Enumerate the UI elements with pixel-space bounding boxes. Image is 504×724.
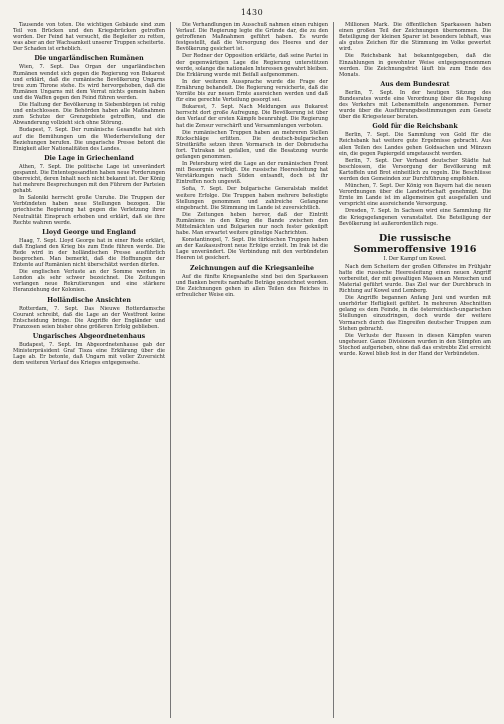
article-paragraph: Konstantinopel, 7. Sept. Die türkischen Truppen haben an der Kaukasusfront neue Erfolge erzielt. Im Irak ist die Lage unverändert. Die Verbindung mit den verbündeten Heeren ist gesichert.: [176, 237, 328, 262]
section-heading: Gold für die Reichsbank: [372, 123, 458, 131]
article-paragraph: Budapest, 7. Sept. Im Abgeordnetenhause gab der Ministerpräsident Graf Tisza eine Erklärung über die Lage ab. Er betonte, daß Ungarn mit voller Zuversicht dem weiteren Verlauf des Krieges entgegensehe.: [13, 341, 165, 367]
article-paragraph: Die rumänischen Truppen haben an mehreren Stellen Rückschläge erlitten. Die deutsch-bulgarischen Streitkräfte setzen ihren Vormarsch in der Dobrudscha fort. Tutrakan ist gefallen, und die Besatzung wurde gefangen genommen.: [176, 129, 328, 160]
article-paragraph: Der Redner der Opposition erklärte, daß seine Partei in der gegenwärtigen Lage die Regierung unterstützen werde, solange die nationalen Interessen gewahrt bleiben. Die Erklärung wurde mit Beifall aufgenommen.: [176, 53, 328, 78]
article-paragraph: Berlin, 7. Sept. Der Verband deutscher Städte hat beschlossen, die Versorgung der Bevölkerung mit Kartoffeln und Brot einheitlich zu regeln. Die Beschlüsse werden den Gemeinden zur Durchführung empfohlen.: [339, 157, 491, 182]
columns-container: [8, 22, 496, 718]
article-paragraph: Budapest, 7. Sept. Der rumänische Gesandte hat sich auf die Bemühungen um die Wiederherstellung der Beziehungen berufen. Die ungarische Presse betont die Einigkeit aller Nationalitäten des Landes.: [13, 127, 165, 152]
article-paragraph: In Saloniki herrscht große Unruhe. Die Truppen der Verbündeten haben neue Stellungen bezogen. Die griechische Regierung hat gegen die Verletzung ihrer Neutralität Einspruch erhoben und erklärt, daß sie ihre Rechte wahren werde.: [13, 195, 165, 226]
article-paragraph: Bukarest, 7. Sept. Nach Meldungen aus Bukarest herrscht dort große Aufregung. Die Bevölkerung ist über den Verlauf der ersten Kämpfe beunruhigt. Die Regierung hat die Zensur verschärft und Versammlungen verboten.: [176, 104, 328, 129]
column-3: [333, 22, 496, 718]
section-heading: Holländische Ansichten: [47, 296, 131, 304]
article-paragraph: Auf die fünfte Kriegsanleihe sind bei den Sparkassen und Banken bereits namhafte Beträge gezeichnet worden. Die Zeichnungen gehen in allen Teilen des Reiches in erfreulicher Weise ein.: [176, 273, 328, 298]
article-paragraph: Berlin, 7. Sept. In der heutigen Sitzung des Bundesrates wurde eine Verordnung über die Regelung des Verkehrs mit Lebensmitteln angenommen. Ferner wurde über die Ausführungsbestimmungen zum Gesetz über die Kriegssteuer beraten.: [339, 89, 491, 121]
section-heading: Die ungarländischen Rumänen: [34, 55, 144, 63]
article-paragraph: Die Reichsbank hat bekanntgegeben, daß die Einzahlungen in gewohnter Weise entgegengenommen werden. Die Zeichnungsfrist läuft bis zum Ende des Monats.: [339, 53, 491, 78]
article-paragraph: München, 7. Sept. Der König von Bayern hat die neuen Verordnungen über die Landwirtschaft genehmigt. Die Ernte im Lande ist im allgemeinen gut ausgefallen und verspricht eine ausreichende Versorgung.: [339, 183, 491, 208]
article-paragraph: Nach dem Scheitern der großen Offensive im Frühjahr hatte die russische Heeresleitung einen neuen Angriff vorbereitet, der mit gewaltigen Massen an Menschen und Material geführt wurde. Das Ziel war der Durchbruch in Richtung auf Kowel und Lemberg.: [339, 263, 491, 295]
article-paragraph: Die englischen Verluste an der Somme werden in London als sehr schwer bezeichnet. Die Zeitungen verlangen neue Rekrutierungen und eine stärkere Heranziehung der Kolonien.: [13, 269, 165, 294]
article-paragraph: Athen, 7. Sept. Die politische Lage ist unverändert gespannt. Die Ententegesandten haben neue Forderungen überreicht, deren Inhalt noch nicht bekannt ist. Der König hat mehrere Besprechungen mit den Führern der Parteien gehabt.: [13, 163, 165, 195]
article-paragraph: In Petersburg wird die Lage an der rumänischen Front mit Besorgnis verfolgt. Die russische Heeresleitung hat Verstärkungen nach Süden entsandt, doch ist ihr Eintreffen noch ungewiß.: [176, 161, 328, 186]
article-paragraph: Sofia, 7. Sept. Der bulgarische Generalstab meldet weitere Erfolge. Die Truppen haben mehrere befestigte Stellungen genommen und zahlreiche Gefangene eingebracht. Die Stimmung im Lande ist zuversichtlich.: [176, 186, 328, 211]
section-heading: Aus dem Bundesrat: [380, 80, 450, 88]
feature-heading: Die russische Sommeroffensive 1916: [353, 232, 477, 255]
article-paragraph: Millionen Mark. Die öffentlichen Sparkassen haben einen großen Teil der Zeichnungen übernommen. Die Beteiligung der kleinen Sparer ist besonders lebhaft, was als gutes Zeichen für die Stimmung im Volke gewertet wird.: [339, 22, 491, 53]
article-paragraph: Berlin, 7. Sept. Die Sammlung von Gold für die Reichsbank hat weitere gute Ergebnisse gebracht. Aus allen Teilen des Landes gehen Goldsachen und Münzen ein, die gegen Papiergeld umgetauscht werden.: [339, 132, 491, 157]
article-paragraph: Tausende von toten. Die wichtigen Gebäude sind zum Teil von Brücken und den Kriegsbrücken getroffen worden. Der Feind hat versucht, die Begleiter zu retten, was aber an der Wachsamkeit unserer Truppen scheiterte. Der Schaden ist erheblich.: [13, 22, 165, 53]
column-2: [170, 22, 333, 718]
column-1: [8, 22, 170, 718]
section-heading: Die Lage in Griechenland: [44, 154, 134, 162]
article-paragraph: Dresden, 7. Sept. In Sachsen wird eine Sammlung für die Kriegsgefangenen veranstaltet. Die Beteiligung der Bevölkerung ist außerordentlich rege.: [339, 208, 491, 227]
article-paragraph: In der weiteren Aussprache wurde die Frage der Ernährung behandelt. Die Regierung versicherte, daß die Vorräte bis zur neuen Ernte ausreichen werden und daß für eine gerechte Verteilung gesorgt sei.: [176, 78, 328, 104]
article-paragraph: Haag, 7. Sept. Lloyd George hat in einer Rede erklärt, daß England den Krieg bis zum Ende führen werde. Die Rede wird in der holländischen Presse ausführlich besprochen. Man bemerkt, daß die Hoffnungen der Entente auf Rumänien nicht überschätzt werden dürfen.: [13, 237, 165, 269]
section-heading: Ungarisches Abgeordnetenhaus: [32, 332, 146, 340]
article-paragraph: Wien, 7. Sept. Das Organ der ungarländischen Rumänen wendet sich gegen die Regierung von Bukarest und erklärt, daß die rumänische Bevölkerung Ungarns treu zum Throne stehe. Es wird hervorgehoben, daß die Rumänen Ungarns mit dem Verrat nichts gemein haben und die Waffen gegen den Feind führen werden.: [13, 64, 165, 101]
article-paragraph: Die Verluste der Russen in diesen Kämpfen waren ungeheuer. Ganze Divisionen wurden in den Sümpfen am Stochod aufgerieben, ohne daß das erstrebte Ziel erreicht wurde. Kowel blieb fest in der Hand der Verbündeten.: [339, 332, 491, 358]
section-heading: Lloyd George und England: [42, 228, 136, 236]
feature-subheading: I. Der Kampf um Kowel.: [383, 255, 447, 262]
article-paragraph: Die Verhandlungen im Ausschuß nahmen einen ruhigen Verlauf. Die Regierung legte die Gründe dar, die zu den getroffenen Maßnahmen geführt haben. Es wurde festgestellt, daß die Versorgung des Heeres und der Bevölkerung gesichert ist.: [176, 22, 328, 53]
page-number: 1430: [240, 8, 264, 17]
article-paragraph: Die Angriffe begannen Anfang Juni und wurden mit unerhörter Heftigkeit geführt. In mehreren Abschnitten gelang es dem Feinde, in die österreichisch-ungarischen Stellungen einzudringen, doch wurde der weitere Vormarsch durch das Eingreifen deutscher Truppen zum Stehen gebracht.: [339, 295, 491, 332]
article-paragraph: Rotterdam, 7. Sept. Das Nieuwe Rotterdamsche Courant schreibt, daß die Lage an der Westfront keine Entscheidung bringe. Die Angriffe der Engländer und Franzosen seien bisher ohne größeren Erfolg geblieben.: [13, 305, 165, 330]
section-heading: Zeichnungen auf die Kriegsanleihe: [189, 264, 315, 272]
article-paragraph: Die Zeitungen heben hervor, daß der Eintritt Rumäniens in den Krieg die Bande zwischen den Mittelmächten und Bulgarien nur noch fester geknüpft habe. Man erwartet weitere günstige Nachrichten.: [176, 211, 328, 237]
article-paragraph: Die Haltung der Bevölkerung in Siebenbürgen ist ruhig und entschlossen. Die Behörden haben alle Maßnahmen zum Schutze der Grenzgebiete getroffen, und die Abwanderung vollzieht sich ohne Störung.: [13, 102, 165, 127]
